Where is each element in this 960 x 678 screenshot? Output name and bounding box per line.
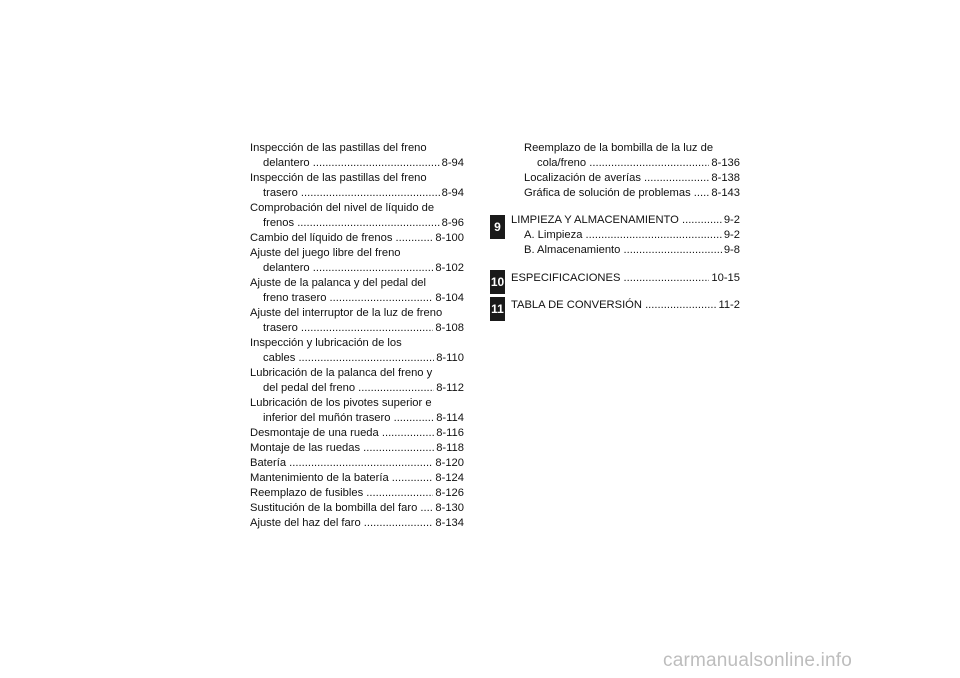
toc-entry[interactable] <box>524 243 740 258</box>
toc-entry-text: A. Limpieza ..... <box>524 228 740 243</box>
toc-entry[interactable] <box>250 471 464 486</box>
toc-entry-text: Ajuste de la palanca y del pedal del <box>250 277 427 289</box>
toc-entry[interactable] <box>263 411 464 426</box>
toc-entry-text: Lubricación de la palanca del freno y <box>250 367 433 379</box>
toc-entry[interactable] <box>250 516 464 531</box>
toc-entry-text: cola/freno ..... <box>537 156 740 171</box>
toc-entry[interactable] <box>524 228 740 243</box>
toc-page-number: 8-94 <box>441 187 464 199</box>
toc-entry[interactable] <box>263 216 464 231</box>
toc-entry[interactable] <box>537 156 740 171</box>
toc-entry[interactable] <box>250 276 464 291</box>
toc-entry-text: Reemplazo de fusibles ..... <box>250 486 464 501</box>
toc-page-number: 8-136 <box>711 157 740 169</box>
toc-entry-text: LIMPIEZA Y ALMACENAMIENTO ..... <box>511 213 740 228</box>
toc-entry-text: Desmontaje de una rueda ..... <box>250 426 464 441</box>
toc-page-number: 8-126 <box>435 487 464 499</box>
toc-entry-text: Ajuste del interruptor de la luz de freno <box>250 307 443 319</box>
toc-page-number: 9-2 <box>723 214 740 226</box>
toc-entry[interactable] <box>263 351 464 366</box>
toc-page-number: 8-143 <box>711 187 740 199</box>
chapter-tab-9[interactable]: 9 <box>490 215 505 239</box>
toc-entry-text: inferior del muñón trasero ..... <box>263 411 464 426</box>
toc-entry[interactable] <box>263 186 464 201</box>
toc-entry[interactable] <box>263 291 464 306</box>
toc-entry[interactable] <box>250 306 464 321</box>
toc-entry[interactable] <box>524 171 740 186</box>
toc-page-number: 8-134 <box>435 517 464 529</box>
toc-page-number: 8-104 <box>435 292 464 304</box>
toc-entry[interactable] <box>524 186 740 201</box>
toc-entry-text: delantero ..... <box>263 261 464 276</box>
toc-entry-text: Lubricación de los pivotes superior e <box>250 397 432 409</box>
toc-entry-text: Ajuste del haz del faro ..... <box>250 516 464 531</box>
watermark: carmanualsonline.info <box>663 650 853 671</box>
toc-chapter-entry[interactable] <box>511 213 740 228</box>
toc-entry[interactable] <box>263 261 464 276</box>
toc-entry[interactable] <box>250 486 464 501</box>
toc-entry-text: TABLA DE CONVERSIÓN ..... <box>511 298 740 313</box>
toc-entry-text: trasero ..... <box>263 186 464 201</box>
toc-entry[interactable] <box>524 141 740 156</box>
toc-page-number: 8-138 <box>711 172 740 184</box>
toc-page-number: 8-108 <box>435 322 464 334</box>
toc-entry[interactable] <box>250 201 464 216</box>
toc-entry-text: Comprobación del nivel de líquido de <box>250 202 435 214</box>
toc-entry-text: Montaje de las ruedas ..... <box>250 441 464 456</box>
toc-entry-text: Mantenimiento de la batería ..... <box>250 471 464 486</box>
toc-entry-text: Batería ..... <box>250 456 464 471</box>
toc-page-number: 11-2 <box>718 299 740 311</box>
toc-entry[interactable] <box>250 366 464 381</box>
toc-page-number: 9-8 <box>723 244 740 256</box>
toc-entry-text: Sustitución de la bombilla del faro ..... <box>250 501 464 516</box>
toc-page-number: 8-96 <box>441 217 464 229</box>
toc-entry-text: B. Almacenamiento ..... <box>524 243 740 258</box>
toc-page-number: 8-94 <box>441 157 464 169</box>
toc-page-number: 8-118 <box>436 442 464 454</box>
toc-entry[interactable] <box>250 171 464 186</box>
toc-entry[interactable] <box>263 321 464 336</box>
toc-entry[interactable] <box>250 441 464 456</box>
toc-entry[interactable] <box>250 231 464 246</box>
toc-entry[interactable] <box>250 246 464 261</box>
chapter-tab-10[interactable]: 10 <box>490 270 505 294</box>
toc-entry-text: frenos ..... <box>263 216 464 231</box>
toc-page-number: 8-124 <box>435 472 464 484</box>
toc-entry[interactable] <box>250 501 464 516</box>
toc-entry[interactable] <box>250 426 464 441</box>
toc-entry[interactable] <box>250 456 464 471</box>
toc-entry-text: Ajuste del juego libre del freno <box>250 247 401 259</box>
toc-page-number: 8-110 <box>436 352 464 364</box>
toc-entry-text: ESPECIFICACIONES ..... <box>511 271 740 286</box>
toc-page-number: 8-114 <box>436 412 464 424</box>
toc-page-number: 8-112 <box>436 382 464 394</box>
toc-entry-text: trasero ..... <box>263 321 464 336</box>
toc-entry-text: Inspección y lubricación de los <box>250 337 402 349</box>
toc-entry-text: freno trasero ..... <box>263 291 464 306</box>
chapter-tab-11[interactable]: 11 <box>490 297 505 321</box>
toc-entry[interactable] <box>250 336 464 351</box>
toc-page-number: 8-130 <box>435 502 464 514</box>
toc-chapter-entry[interactable] <box>511 298 740 313</box>
toc-page-number: 8-100 <box>435 232 464 244</box>
toc-entry-text: Inspección de las pastillas del freno <box>250 142 427 154</box>
toc-entry[interactable] <box>263 381 464 396</box>
toc-page-number: 8-120 <box>435 457 464 469</box>
toc-page-number: 8-116 <box>436 427 464 439</box>
toc-chapter-entry[interactable] <box>511 271 740 286</box>
toc-entry[interactable] <box>250 141 464 156</box>
toc-entry[interactable] <box>250 396 464 411</box>
toc-entry-text: cables ..... <box>263 351 464 366</box>
toc-entry[interactable] <box>263 156 464 171</box>
toc-page-number: 10-15 <box>711 272 740 284</box>
toc-page-number: 8-102 <box>435 262 464 274</box>
toc-entry-text: Reemplazo de la bombilla de la luz de <box>524 142 714 154</box>
toc-entry-text: del pedal del freno ..... <box>263 381 464 396</box>
toc-entry-text: delantero ..... <box>263 156 464 171</box>
toc-entry-text: Cambio del líquido de frenos ..... <box>250 231 464 246</box>
toc-entry-text: Inspección de las pastillas del freno <box>250 172 427 184</box>
toc-entry-text: Localización de averías ..... <box>524 171 740 186</box>
toc-entry-text: Gráfica de solución de problemas ..... <box>524 186 740 201</box>
toc-page-number: 9-2 <box>723 229 740 241</box>
